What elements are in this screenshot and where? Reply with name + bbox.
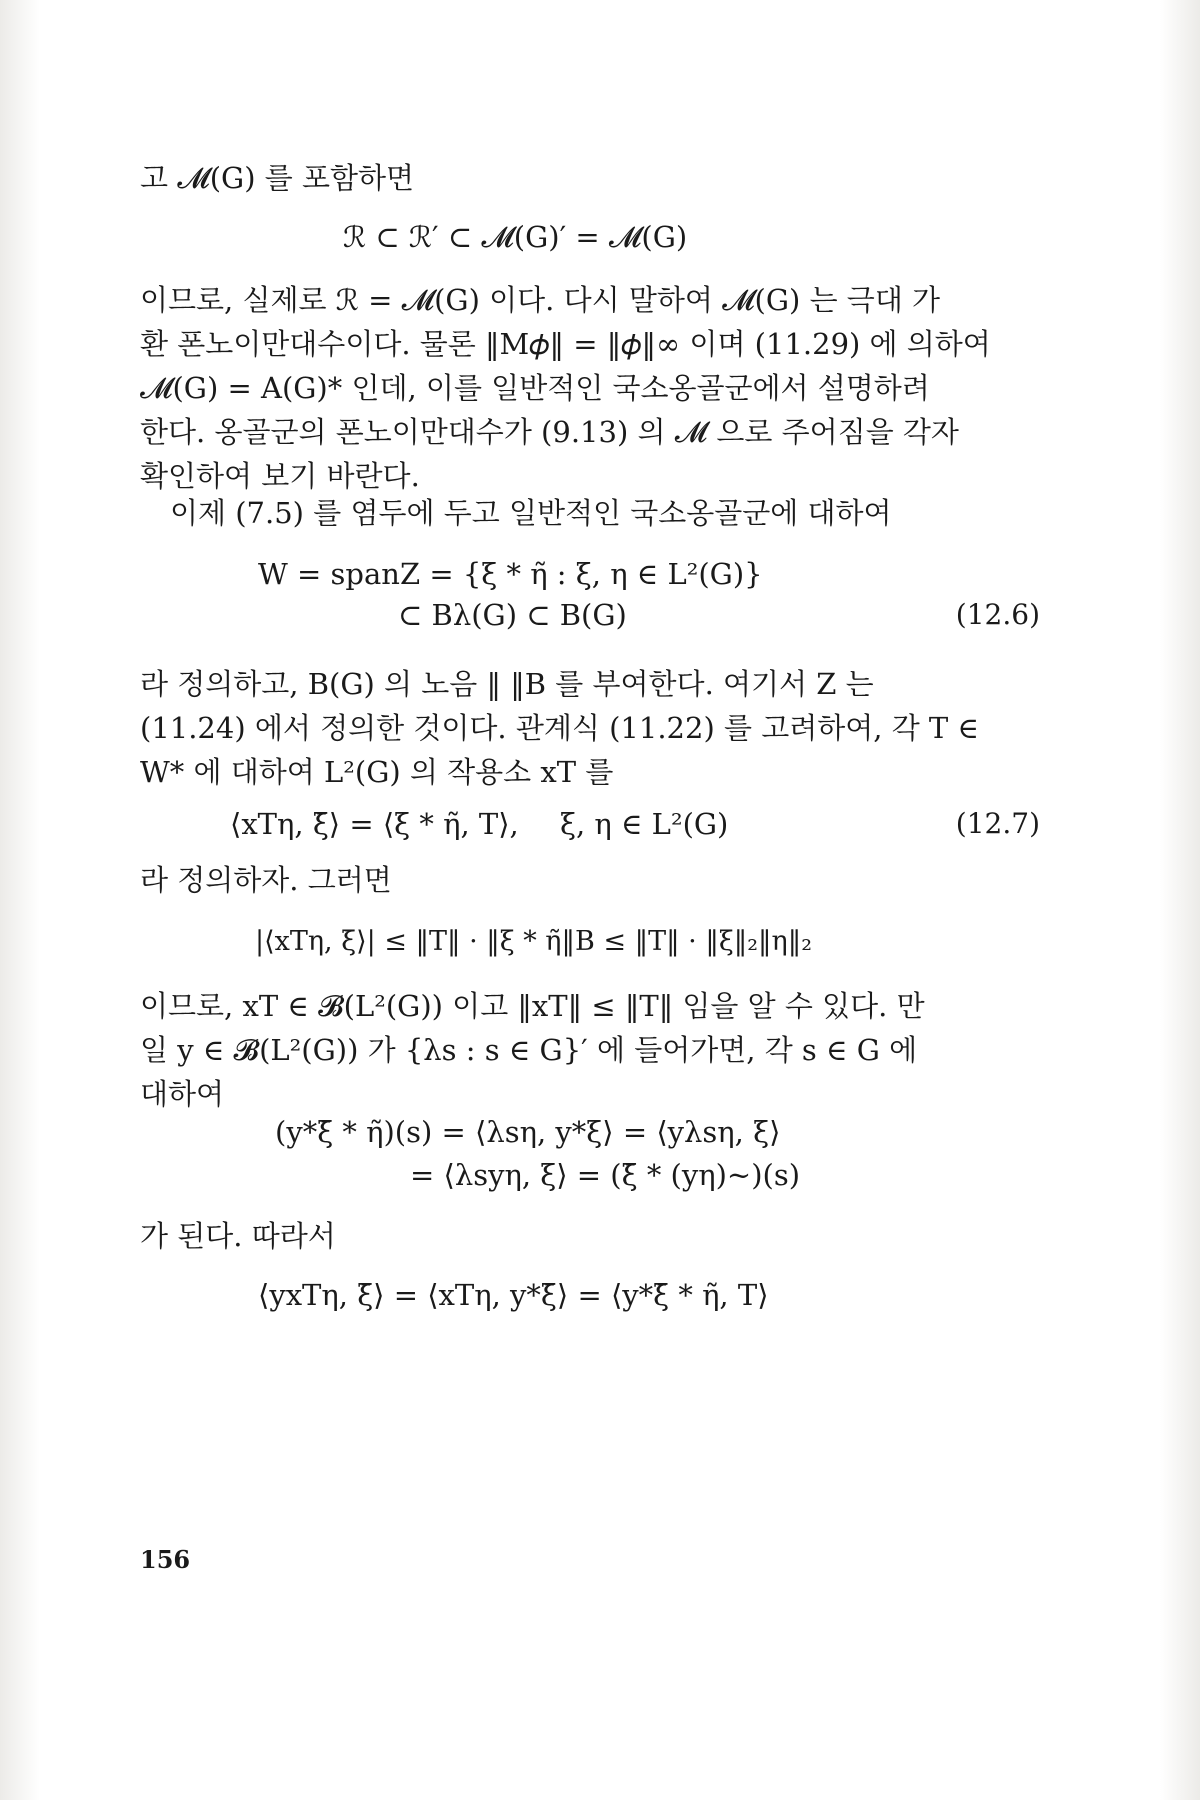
text-line: 확인하여 보기 바란다. — [140, 459, 420, 493]
text-line: 한다. 옹골군의 폰노이만대수가 (9.13) 의 𝓜 으로 주어짐을 각자 — [140, 415, 959, 449]
text-line: 라 정의하고, B(G) 의 노음 ‖ ‖B 를 부여한다. 여기서 Z 는 — [140, 667, 874, 701]
equation-inclusion: ℛ ⊂ ℛ′ ⊂ 𝓜(G)′ = 𝓜(G) — [343, 220, 688, 254]
equation-convolution-2: = ⟨λsyη, ξ⟩ = (ξ̄ * (yη)~)(s) — [410, 1158, 801, 1192]
text-paragraph — [170, 495, 1070, 531]
equation-number: (12.6) — [955, 598, 1040, 631]
equation-xT-def: ⟨xTη, ξ̄⟩ = ⟨ξ * η̃, T⟩, — [230, 807, 519, 841]
text-line: 이제 (7.5) 를 염두에 두고 일반적인 국소옹골군에 대하여 — [170, 496, 892, 530]
text-line: 𝓜(G) = A(G)* 인데, 이를 일반적인 국소옹골군에서 설명하려 — [140, 371, 930, 405]
equation-W-inclusion: ⊂ Bλ(G) ⊂ B(G) — [398, 598, 627, 632]
page-number: 156 — [140, 1545, 191, 1574]
equation-number: (12.7) — [955, 807, 1040, 840]
text-line: 대하여 — [140, 1077, 225, 1111]
equation-condition: ξ, η ∈ L²(G) — [560, 807, 729, 841]
equation-final: ⟨yxTη, ξ̄⟩ = ⟨xTη, y*ξ̄⟩ = ⟨y*ξ̄ * η̃, T⟩ — [258, 1278, 769, 1312]
text-line: 환 폰노이만대수이다. 물론 ‖M𝜙‖ = ‖𝜙‖∞ 이며 (11.29) 에 의하여 — [140, 327, 991, 361]
text-line: W* 에 대하여 L²(G) 의 작용소 xT 를 — [140, 755, 614, 789]
text-line: 이므로, xT ∈ 𝓑(L²(G)) 이고 ‖xT‖ ≤ ‖T‖ 임을 알 수 있다. 만 — [140, 989, 925, 1023]
text-line: 고 𝓜(G) 를 포함하면 — [140, 161, 415, 195]
text-paragraph — [140, 984, 1040, 1116]
text-paragraph — [140, 278, 1040, 498]
text-paragraph — [140, 160, 1040, 196]
equation-W-def: W = spanZ = {ξ * η̃ : ξ, η ∈ L²(G)} — [258, 557, 763, 591]
equation-norm-bound: |⟨xTη, ξ̄⟩| ≤ ‖T‖ · ‖ξ * η̃‖B ≤ ‖T‖ · ‖ξ‖₂‖η‖₂ — [255, 926, 813, 957]
text-paragraph — [140, 862, 1040, 898]
text-paragraph — [140, 1218, 1040, 1254]
text-line: 가 된다. 따라서 — [140, 1219, 336, 1253]
text-line: (11.24) 에서 정의한 것이다. 관계식 (11.22) 를 고려하여, 각 T ∈ — [140, 711, 979, 745]
text-line: 이므로, 실제로 ℛ = 𝓜(G) 이다. 다시 말하여 𝓜(G) 는 극대 가 — [140, 283, 941, 317]
equation-convolution-1: (y*ξ̄ * η̃)(s) = ⟨λsη, y*ξ⟩ = ⟨yλsη, ξ⟩ — [275, 1115, 781, 1149]
text-line: 라 정의하자. 그러면 — [140, 863, 392, 897]
text-line: 일 y ∈ 𝓑(L²(G)) 가 {λs : s ∈ G}′ 에 들어가면, 각 s ∈ G 에 — [140, 1033, 918, 1067]
text-paragraph — [140, 662, 1040, 794]
